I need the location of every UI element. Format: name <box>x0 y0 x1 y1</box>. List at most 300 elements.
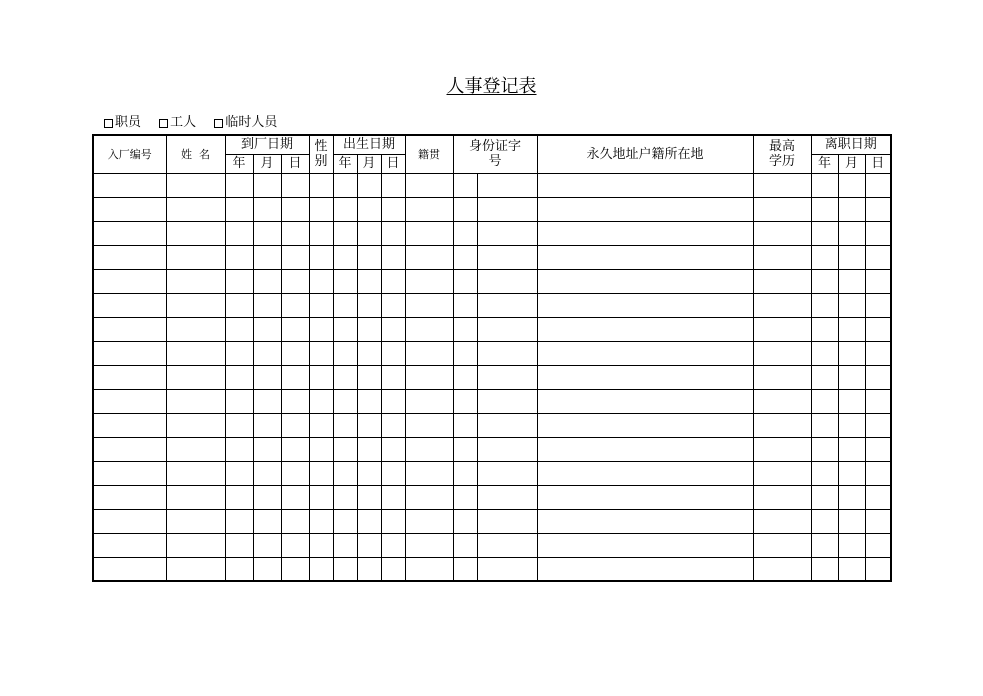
table-cell[interactable] <box>381 365 405 389</box>
table-cell[interactable] <box>753 557 811 581</box>
table-cell[interactable] <box>838 437 865 461</box>
table-cell[interactable] <box>281 509 309 533</box>
table-cell[interactable] <box>281 557 309 581</box>
table-cell[interactable] <box>333 221 357 245</box>
table-cell[interactable] <box>477 557 537 581</box>
table-cell[interactable] <box>166 485 225 509</box>
table-cell[interactable] <box>811 317 838 341</box>
table-cell[interactable] <box>477 437 537 461</box>
table-cell[interactable] <box>281 485 309 509</box>
table-cell[interactable] <box>357 389 381 413</box>
table-cell[interactable] <box>253 221 281 245</box>
table-cell[interactable] <box>811 461 838 485</box>
table-cell[interactable] <box>537 365 753 389</box>
table-cell[interactable] <box>281 197 309 221</box>
table-cell[interactable] <box>477 389 537 413</box>
table-cell[interactable] <box>838 365 865 389</box>
table-cell[interactable] <box>753 293 811 317</box>
table-cell[interactable] <box>865 245 891 269</box>
table-cell[interactable] <box>811 269 838 293</box>
table-cell[interactable] <box>477 413 537 437</box>
table-cell[interactable] <box>753 269 811 293</box>
table-cell[interactable] <box>225 485 253 509</box>
table-cell[interactable] <box>309 293 333 317</box>
table-cell[interactable] <box>333 365 357 389</box>
table-cell[interactable] <box>453 221 477 245</box>
table-cell[interactable] <box>381 173 405 197</box>
table-cell[interactable] <box>838 245 865 269</box>
table-cell[interactable] <box>477 509 537 533</box>
table-cell[interactable] <box>166 389 225 413</box>
table-cell[interactable] <box>225 365 253 389</box>
table-cell[interactable] <box>405 437 453 461</box>
table-cell[interactable] <box>865 341 891 365</box>
table-cell[interactable] <box>281 437 309 461</box>
table-cell[interactable] <box>166 365 225 389</box>
table-cell[interactable] <box>357 461 381 485</box>
table-cell[interactable] <box>225 197 253 221</box>
table-cell[interactable] <box>253 461 281 485</box>
table-cell[interactable] <box>281 365 309 389</box>
table-cell[interactable] <box>381 317 405 341</box>
table-cell[interactable] <box>93 365 166 389</box>
table-cell[interactable] <box>93 269 166 293</box>
table-cell[interactable] <box>453 245 477 269</box>
table-cell[interactable] <box>309 413 333 437</box>
table-cell[interactable] <box>865 437 891 461</box>
table-cell[interactable] <box>453 533 477 557</box>
table-cell[interactable] <box>357 509 381 533</box>
table-cell[interactable] <box>93 437 166 461</box>
table-cell[interactable] <box>865 533 891 557</box>
table-cell[interactable] <box>811 437 838 461</box>
header-year: 年 <box>333 154 357 173</box>
table-cell[interactable] <box>93 221 166 245</box>
table-cell[interactable] <box>309 509 333 533</box>
table-cell[interactable] <box>811 413 838 437</box>
table-cell[interactable] <box>838 221 865 245</box>
table-cell[interactable] <box>453 557 477 581</box>
table-cell[interactable] <box>309 317 333 341</box>
table-cell[interactable] <box>865 317 891 341</box>
table-cell[interactable] <box>166 341 225 365</box>
table-cell[interactable] <box>453 509 477 533</box>
table-cell[interactable] <box>865 365 891 389</box>
table-cell[interactable] <box>333 461 357 485</box>
table-cell[interactable] <box>453 389 477 413</box>
table-cell[interactable] <box>477 221 537 245</box>
table-cell[interactable] <box>381 533 405 557</box>
table-cell[interactable] <box>453 437 477 461</box>
table-cell[interactable] <box>381 197 405 221</box>
header-arrival-date: 到厂日期 <box>225 135 309 154</box>
table-cell[interactable] <box>253 437 281 461</box>
table-cell[interactable] <box>811 293 838 317</box>
table-cell[interactable] <box>166 461 225 485</box>
table-cell[interactable] <box>838 293 865 317</box>
table-cell[interactable] <box>838 341 865 365</box>
table-cell[interactable] <box>405 341 453 365</box>
table-cell[interactable] <box>166 293 225 317</box>
table-cell[interactable] <box>865 413 891 437</box>
table-cell[interactable] <box>537 245 753 269</box>
table-cell[interactable] <box>838 557 865 581</box>
table-cell[interactable] <box>253 485 281 509</box>
table-cell[interactable] <box>453 173 477 197</box>
table-cell[interactable] <box>253 197 281 221</box>
table-cell[interactable] <box>309 173 333 197</box>
table-cell[interactable] <box>309 533 333 557</box>
table-cell[interactable] <box>537 485 753 509</box>
table-cell[interactable] <box>811 533 838 557</box>
table-cell[interactable] <box>166 173 225 197</box>
table-cell[interactable] <box>811 245 838 269</box>
table-cell[interactable] <box>333 557 357 581</box>
table-cell[interactable] <box>225 461 253 485</box>
table-cell[interactable] <box>281 389 309 413</box>
table-cell[interactable] <box>537 269 753 293</box>
table-cell[interactable] <box>537 317 753 341</box>
table-cell[interactable] <box>333 341 357 365</box>
table-cell[interactable] <box>281 317 309 341</box>
table-cell[interactable] <box>838 389 865 413</box>
table-cell[interactable] <box>225 317 253 341</box>
table-cell[interactable] <box>309 485 333 509</box>
table-cell[interactable] <box>333 173 357 197</box>
table-cell[interactable] <box>381 389 405 413</box>
category-worker[interactable] <box>159 114 196 132</box>
table-cell[interactable] <box>357 245 381 269</box>
table-cell[interactable] <box>225 221 253 245</box>
table-cell[interactable] <box>405 461 453 485</box>
table-cell[interactable] <box>225 269 253 293</box>
table-cell[interactable] <box>477 269 537 293</box>
table-cell[interactable] <box>405 197 453 221</box>
table-cell[interactable] <box>309 389 333 413</box>
table-cell[interactable] <box>309 221 333 245</box>
table-cell[interactable] <box>357 221 381 245</box>
table-cell[interactable] <box>166 269 225 293</box>
table-cell[interactable] <box>333 197 357 221</box>
table-cell[interactable] <box>537 557 753 581</box>
table-cell[interactable] <box>357 437 381 461</box>
table-cell[interactable] <box>537 173 753 197</box>
table-cell[interactable] <box>333 485 357 509</box>
table-cell[interactable] <box>453 269 477 293</box>
table-cell[interactable] <box>405 365 453 389</box>
table-cell[interactable] <box>811 221 838 245</box>
table-cell[interactable] <box>753 245 811 269</box>
table-cell[interactable] <box>309 437 333 461</box>
table-cell[interactable] <box>93 245 166 269</box>
table-cell[interactable] <box>381 461 405 485</box>
table-cell[interactable] <box>753 461 811 485</box>
table-cell[interactable] <box>865 293 891 317</box>
table-cell[interactable] <box>753 509 811 533</box>
table-cell[interactable] <box>477 365 537 389</box>
table-cell[interactable] <box>405 389 453 413</box>
table-cell[interactable] <box>477 197 537 221</box>
table-cell[interactable] <box>865 389 891 413</box>
table-cell[interactable] <box>838 269 865 293</box>
table-cell[interactable] <box>381 437 405 461</box>
table-cell[interactable] <box>166 509 225 533</box>
table-cell[interactable] <box>753 533 811 557</box>
table-cell[interactable] <box>753 221 811 245</box>
table-cell[interactable] <box>253 173 281 197</box>
checkbox-icon[interactable] <box>214 119 223 128</box>
table-cell[interactable] <box>477 317 537 341</box>
table-cell[interactable] <box>357 485 381 509</box>
table-cell[interactable] <box>166 413 225 437</box>
table-cell[interactable] <box>381 293 405 317</box>
table-cell[interactable] <box>253 365 281 389</box>
table-cell[interactable] <box>93 533 166 557</box>
table-cell[interactable] <box>253 269 281 293</box>
table-cell[interactable] <box>333 245 357 269</box>
table-cell[interactable] <box>309 365 333 389</box>
table-cell[interactable] <box>405 221 453 245</box>
table-cell[interactable] <box>281 293 309 317</box>
table-cell[interactable] <box>253 509 281 533</box>
table-cell[interactable] <box>453 197 477 221</box>
table-cell[interactable] <box>309 557 333 581</box>
table-cell[interactable] <box>93 317 166 341</box>
table-cell[interactable] <box>281 413 309 437</box>
table-cell[interactable] <box>357 365 381 389</box>
table-cell[interactable] <box>477 173 537 197</box>
table-cell[interactable] <box>166 245 225 269</box>
table-cell[interactable] <box>309 197 333 221</box>
table-cell[interactable] <box>281 245 309 269</box>
table-cell[interactable] <box>166 221 225 245</box>
table-cell[interactable] <box>93 293 166 317</box>
table-cell[interactable] <box>166 317 225 341</box>
table-cell[interactable] <box>381 557 405 581</box>
table-cell[interactable] <box>253 341 281 365</box>
table-cell[interactable] <box>225 389 253 413</box>
table-cell[interactable] <box>357 317 381 341</box>
table-cell[interactable] <box>405 317 453 341</box>
table-cell[interactable] <box>225 557 253 581</box>
table-cell[interactable] <box>166 437 225 461</box>
header-native-place: 籍贯 <box>405 135 453 173</box>
table-cell[interactable] <box>93 509 166 533</box>
table-cell[interactable] <box>477 245 537 269</box>
table-cell[interactable] <box>453 413 477 437</box>
table-cell[interactable] <box>838 173 865 197</box>
table-cell[interactable] <box>477 533 537 557</box>
table-cell[interactable] <box>865 461 891 485</box>
table-cell[interactable] <box>865 221 891 245</box>
table-cell[interactable] <box>405 509 453 533</box>
table-cell[interactable] <box>225 509 253 533</box>
table-cell[interactable] <box>477 485 537 509</box>
table-cell[interactable] <box>537 461 753 485</box>
table-cell[interactable] <box>93 485 166 509</box>
table-cell[interactable] <box>865 173 891 197</box>
table-cell[interactable] <box>333 269 357 293</box>
table-cell[interactable] <box>357 341 381 365</box>
table-row <box>93 509 891 533</box>
table-cell[interactable] <box>865 197 891 221</box>
checkbox-icon[interactable] <box>104 119 113 128</box>
table-cell[interactable] <box>333 437 357 461</box>
table-cell[interactable] <box>753 437 811 461</box>
table-cell[interactable] <box>281 221 309 245</box>
table-cell[interactable] <box>405 557 453 581</box>
table-cell[interactable] <box>381 221 405 245</box>
table-cell[interactable] <box>477 341 537 365</box>
table-cell[interactable] <box>537 221 753 245</box>
table-cell[interactable] <box>253 557 281 581</box>
table-cell[interactable] <box>865 269 891 293</box>
table-cell[interactable] <box>225 533 253 557</box>
table-cell[interactable] <box>753 173 811 197</box>
table-cell[interactable] <box>253 245 281 269</box>
table-cell[interactable] <box>93 413 166 437</box>
table-cell[interactable] <box>93 461 166 485</box>
table-cell[interactable] <box>477 461 537 485</box>
table-cell[interactable] <box>811 485 838 509</box>
table-cell[interactable] <box>453 293 477 317</box>
table-cell[interactable] <box>93 341 166 365</box>
table-cell[interactable] <box>333 533 357 557</box>
table-cell[interactable] <box>381 245 405 269</box>
table-cell[interactable] <box>537 533 753 557</box>
table-cell[interactable] <box>753 389 811 413</box>
table-cell[interactable] <box>865 485 891 509</box>
table-cell[interactable] <box>453 317 477 341</box>
table-cell[interactable] <box>281 461 309 485</box>
table-cell[interactable] <box>225 413 253 437</box>
table-cell[interactable] <box>811 341 838 365</box>
table-cell[interactable] <box>281 533 309 557</box>
table-cell[interactable] <box>811 509 838 533</box>
table-cell[interactable] <box>225 245 253 269</box>
table-cell[interactable] <box>865 509 891 533</box>
table-cell[interactable] <box>405 269 453 293</box>
table-cell[interactable] <box>537 197 753 221</box>
table-cell[interactable] <box>453 461 477 485</box>
checkbox-icon[interactable] <box>159 119 168 128</box>
table-cell[interactable] <box>309 341 333 365</box>
table-cell[interactable] <box>381 269 405 293</box>
table-cell[interactable] <box>453 485 477 509</box>
table-cell[interactable] <box>537 413 753 437</box>
category-temporary[interactable] <box>214 114 277 132</box>
table-cell[interactable] <box>838 317 865 341</box>
table-cell[interactable] <box>753 365 811 389</box>
table-cell[interactable] <box>838 485 865 509</box>
table-cell[interactable] <box>166 197 225 221</box>
table-cell[interactable] <box>357 173 381 197</box>
table-cell[interactable] <box>253 293 281 317</box>
table-cell[interactable] <box>405 413 453 437</box>
table-cell[interactable] <box>225 437 253 461</box>
table-cell[interactable] <box>253 317 281 341</box>
category-staff[interactable] <box>104 114 141 132</box>
table-cell[interactable] <box>811 557 838 581</box>
table-cell[interactable] <box>333 293 357 317</box>
table-cell[interactable] <box>811 197 838 221</box>
table-cell[interactable] <box>381 509 405 533</box>
table-cell[interactable] <box>166 533 225 557</box>
table-cell[interactable] <box>357 197 381 221</box>
table-cell[interactable] <box>537 389 753 413</box>
table-cell[interactable] <box>838 461 865 485</box>
table-cell[interactable] <box>753 341 811 365</box>
table-cell[interactable] <box>93 173 166 197</box>
table-cell[interactable] <box>838 413 865 437</box>
table-cell[interactable] <box>225 341 253 365</box>
table-cell[interactable] <box>253 413 281 437</box>
table-cell[interactable] <box>537 437 753 461</box>
table-cell[interactable] <box>381 413 405 437</box>
table-cell[interactable] <box>537 293 753 317</box>
table-cell[interactable] <box>309 461 333 485</box>
table-cell[interactable] <box>838 197 865 221</box>
table-cell[interactable] <box>333 317 357 341</box>
table-cell[interactable] <box>381 485 405 509</box>
table-cell[interactable] <box>753 197 811 221</box>
table-cell[interactable] <box>753 413 811 437</box>
table-cell[interactable] <box>453 341 477 365</box>
table-cell[interactable] <box>865 557 891 581</box>
table-cell[interactable] <box>357 557 381 581</box>
table-cell[interactable] <box>405 293 453 317</box>
table-cell[interactable] <box>93 557 166 581</box>
table-cell[interactable] <box>357 533 381 557</box>
table-cell[interactable] <box>281 341 309 365</box>
table-cell[interactable] <box>166 557 225 581</box>
table-cell[interactable] <box>405 485 453 509</box>
table-cell[interactable] <box>309 245 333 269</box>
table-cell[interactable] <box>357 269 381 293</box>
table-cell[interactable] <box>93 389 166 413</box>
table-cell[interactable] <box>281 173 309 197</box>
table-cell[interactable] <box>811 389 838 413</box>
table-cell[interactable] <box>333 509 357 533</box>
table-cell[interactable] <box>309 269 333 293</box>
table-cell[interactable] <box>838 533 865 557</box>
table-cell[interactable] <box>811 173 838 197</box>
table-cell[interactable] <box>333 413 357 437</box>
table-cell[interactable] <box>453 365 477 389</box>
table-cell[interactable] <box>357 413 381 437</box>
table-cell[interactable] <box>253 533 281 557</box>
table-cell[interactable] <box>753 485 811 509</box>
table-cell[interactable] <box>753 317 811 341</box>
table-cell[interactable] <box>405 533 453 557</box>
table-cell[interactable] <box>811 365 838 389</box>
table-cell[interactable] <box>405 173 453 197</box>
table-cell[interactable] <box>477 293 537 317</box>
table-cell[interactable] <box>537 341 753 365</box>
table-cell[interactable] <box>93 197 166 221</box>
table-row <box>93 413 891 437</box>
table-cell[interactable] <box>537 509 753 533</box>
table-cell[interactable] <box>838 509 865 533</box>
table-cell[interactable] <box>225 173 253 197</box>
table-cell[interactable] <box>253 389 281 413</box>
table-cell[interactable] <box>281 269 309 293</box>
table-cell[interactable] <box>405 245 453 269</box>
table-cell[interactable] <box>381 341 405 365</box>
table-cell[interactable] <box>333 389 357 413</box>
table-cell[interactable] <box>225 293 253 317</box>
table-cell[interactable] <box>357 293 381 317</box>
